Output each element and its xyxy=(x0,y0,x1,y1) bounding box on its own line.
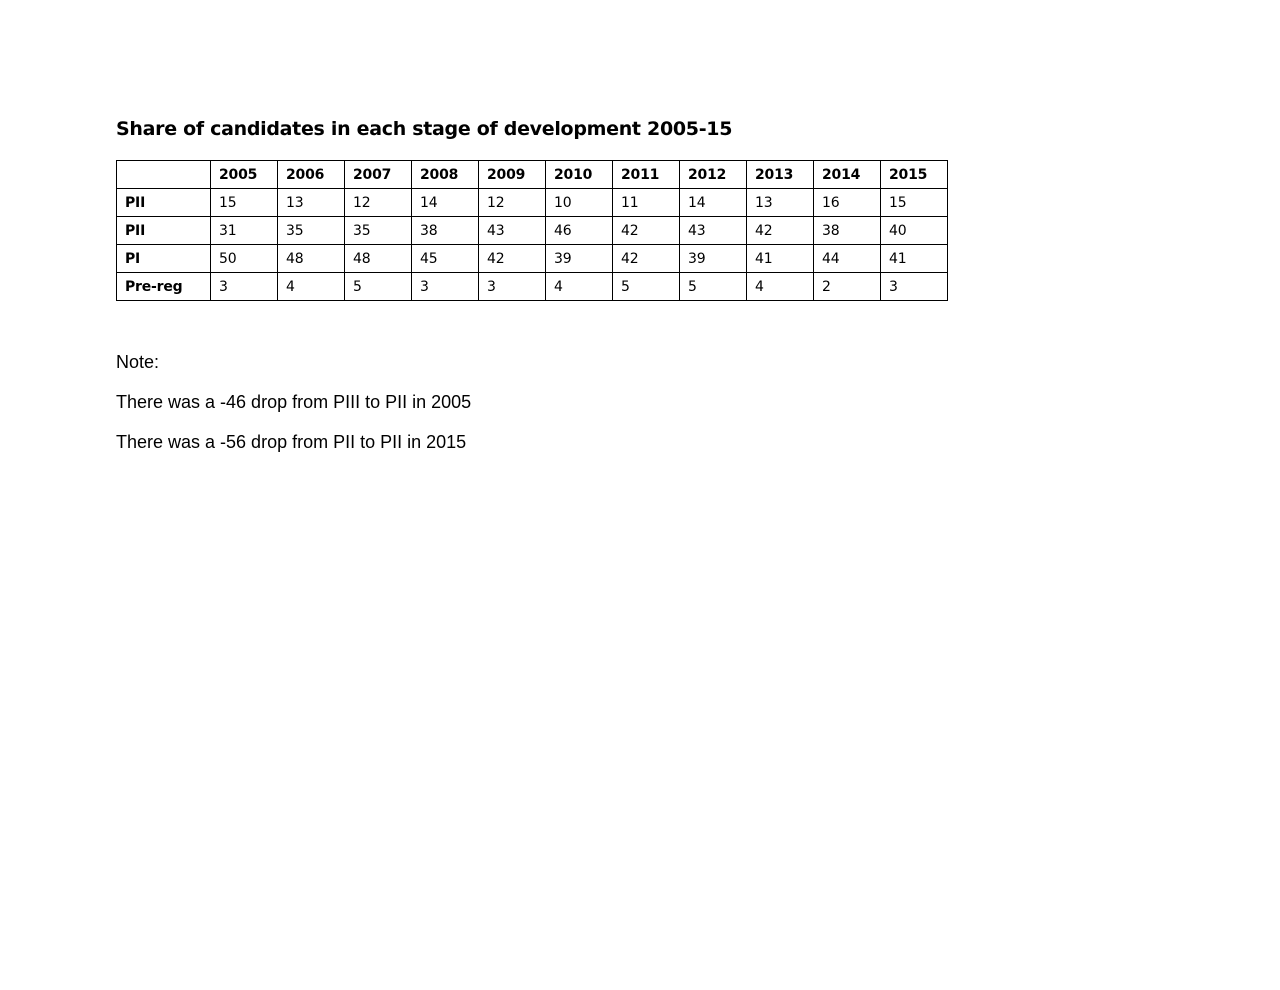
table-cell: 38 xyxy=(814,217,881,245)
table-cell: 12 xyxy=(479,189,546,217)
note-line: There was a -46 drop from PIII to PII in 2005 xyxy=(116,392,472,412)
column-header: 2009 xyxy=(479,161,546,189)
table-cell: 13 xyxy=(747,189,814,217)
table-cell: 5 xyxy=(345,273,412,301)
table-cell: 15 xyxy=(881,189,948,217)
table-row xyxy=(117,273,948,301)
table-cell: 44 xyxy=(814,245,881,273)
table-cell: 39 xyxy=(546,245,613,273)
table-cell: 3 xyxy=(479,273,546,301)
row-label: Pre-reg xyxy=(117,273,211,301)
table-cell: 12 xyxy=(345,189,412,217)
note-line: There was a -56 drop from PII to PII in 2015 xyxy=(116,432,467,452)
table-cell: 14 xyxy=(680,189,747,217)
table-cell: 4 xyxy=(747,273,814,301)
table-cell: 42 xyxy=(613,245,680,273)
column-header: 2014 xyxy=(814,161,881,189)
column-header: 2011 xyxy=(613,161,680,189)
table-cell: 4 xyxy=(278,273,345,301)
table-cell: 3 xyxy=(881,273,948,301)
column-header: 2008 xyxy=(412,161,479,189)
table-cell: 35 xyxy=(278,217,345,245)
table-cell: 15 xyxy=(211,189,278,217)
table-row xyxy=(117,189,948,217)
table-cell: 16 xyxy=(814,189,881,217)
table-cell: 3 xyxy=(211,273,278,301)
table-cell: 42 xyxy=(479,245,546,273)
row-label: PII xyxy=(117,189,211,217)
table-cell: 13 xyxy=(278,189,345,217)
notes-section xyxy=(116,351,1166,453)
table-cell: 3 xyxy=(412,273,479,301)
table-cell: 5 xyxy=(680,273,747,301)
document-title: Share of candidates in each stage of development 2005-15 xyxy=(116,118,733,140)
table-corner-cell xyxy=(117,161,211,189)
table-row xyxy=(117,217,948,245)
table-cell: 5 xyxy=(613,273,680,301)
table-cell: 14 xyxy=(412,189,479,217)
table-cell: 4 xyxy=(546,273,613,301)
column-header: 2007 xyxy=(345,161,412,189)
table-cell: 10 xyxy=(546,189,613,217)
table-cell: 48 xyxy=(345,245,412,273)
table-cell: 46 xyxy=(546,217,613,245)
table-cell: 45 xyxy=(412,245,479,273)
row-label: PI xyxy=(117,245,211,273)
table-cell: 42 xyxy=(747,217,814,245)
table-cell: 39 xyxy=(680,245,747,273)
table-cell: 38 xyxy=(412,217,479,245)
table-cell: 11 xyxy=(613,189,680,217)
table-cell: 40 xyxy=(881,217,948,245)
column-header: 2005 xyxy=(211,161,278,189)
table-cell: 50 xyxy=(211,245,278,273)
table-header-row xyxy=(117,161,948,189)
document-page xyxy=(116,114,1166,471)
table-cell: 48 xyxy=(278,245,345,273)
table-cell: 41 xyxy=(881,245,948,273)
column-header: 2012 xyxy=(680,161,747,189)
table-cell: 35 xyxy=(345,217,412,245)
column-header: 2015 xyxy=(881,161,948,189)
table-cell: 2 xyxy=(814,273,881,301)
notes-heading: Note: xyxy=(116,352,160,372)
column-header: 2006 xyxy=(278,161,345,189)
table-row xyxy=(117,245,948,273)
column-header: 2010 xyxy=(546,161,613,189)
table-cell: 43 xyxy=(479,217,546,245)
stage-share-table xyxy=(116,160,948,301)
column-header: 2013 xyxy=(747,161,814,189)
table-cell: 42 xyxy=(613,217,680,245)
table-cell: 41 xyxy=(747,245,814,273)
row-label: PII xyxy=(117,217,211,245)
table-cell: 43 xyxy=(680,217,747,245)
table-cell: 31 xyxy=(211,217,278,245)
